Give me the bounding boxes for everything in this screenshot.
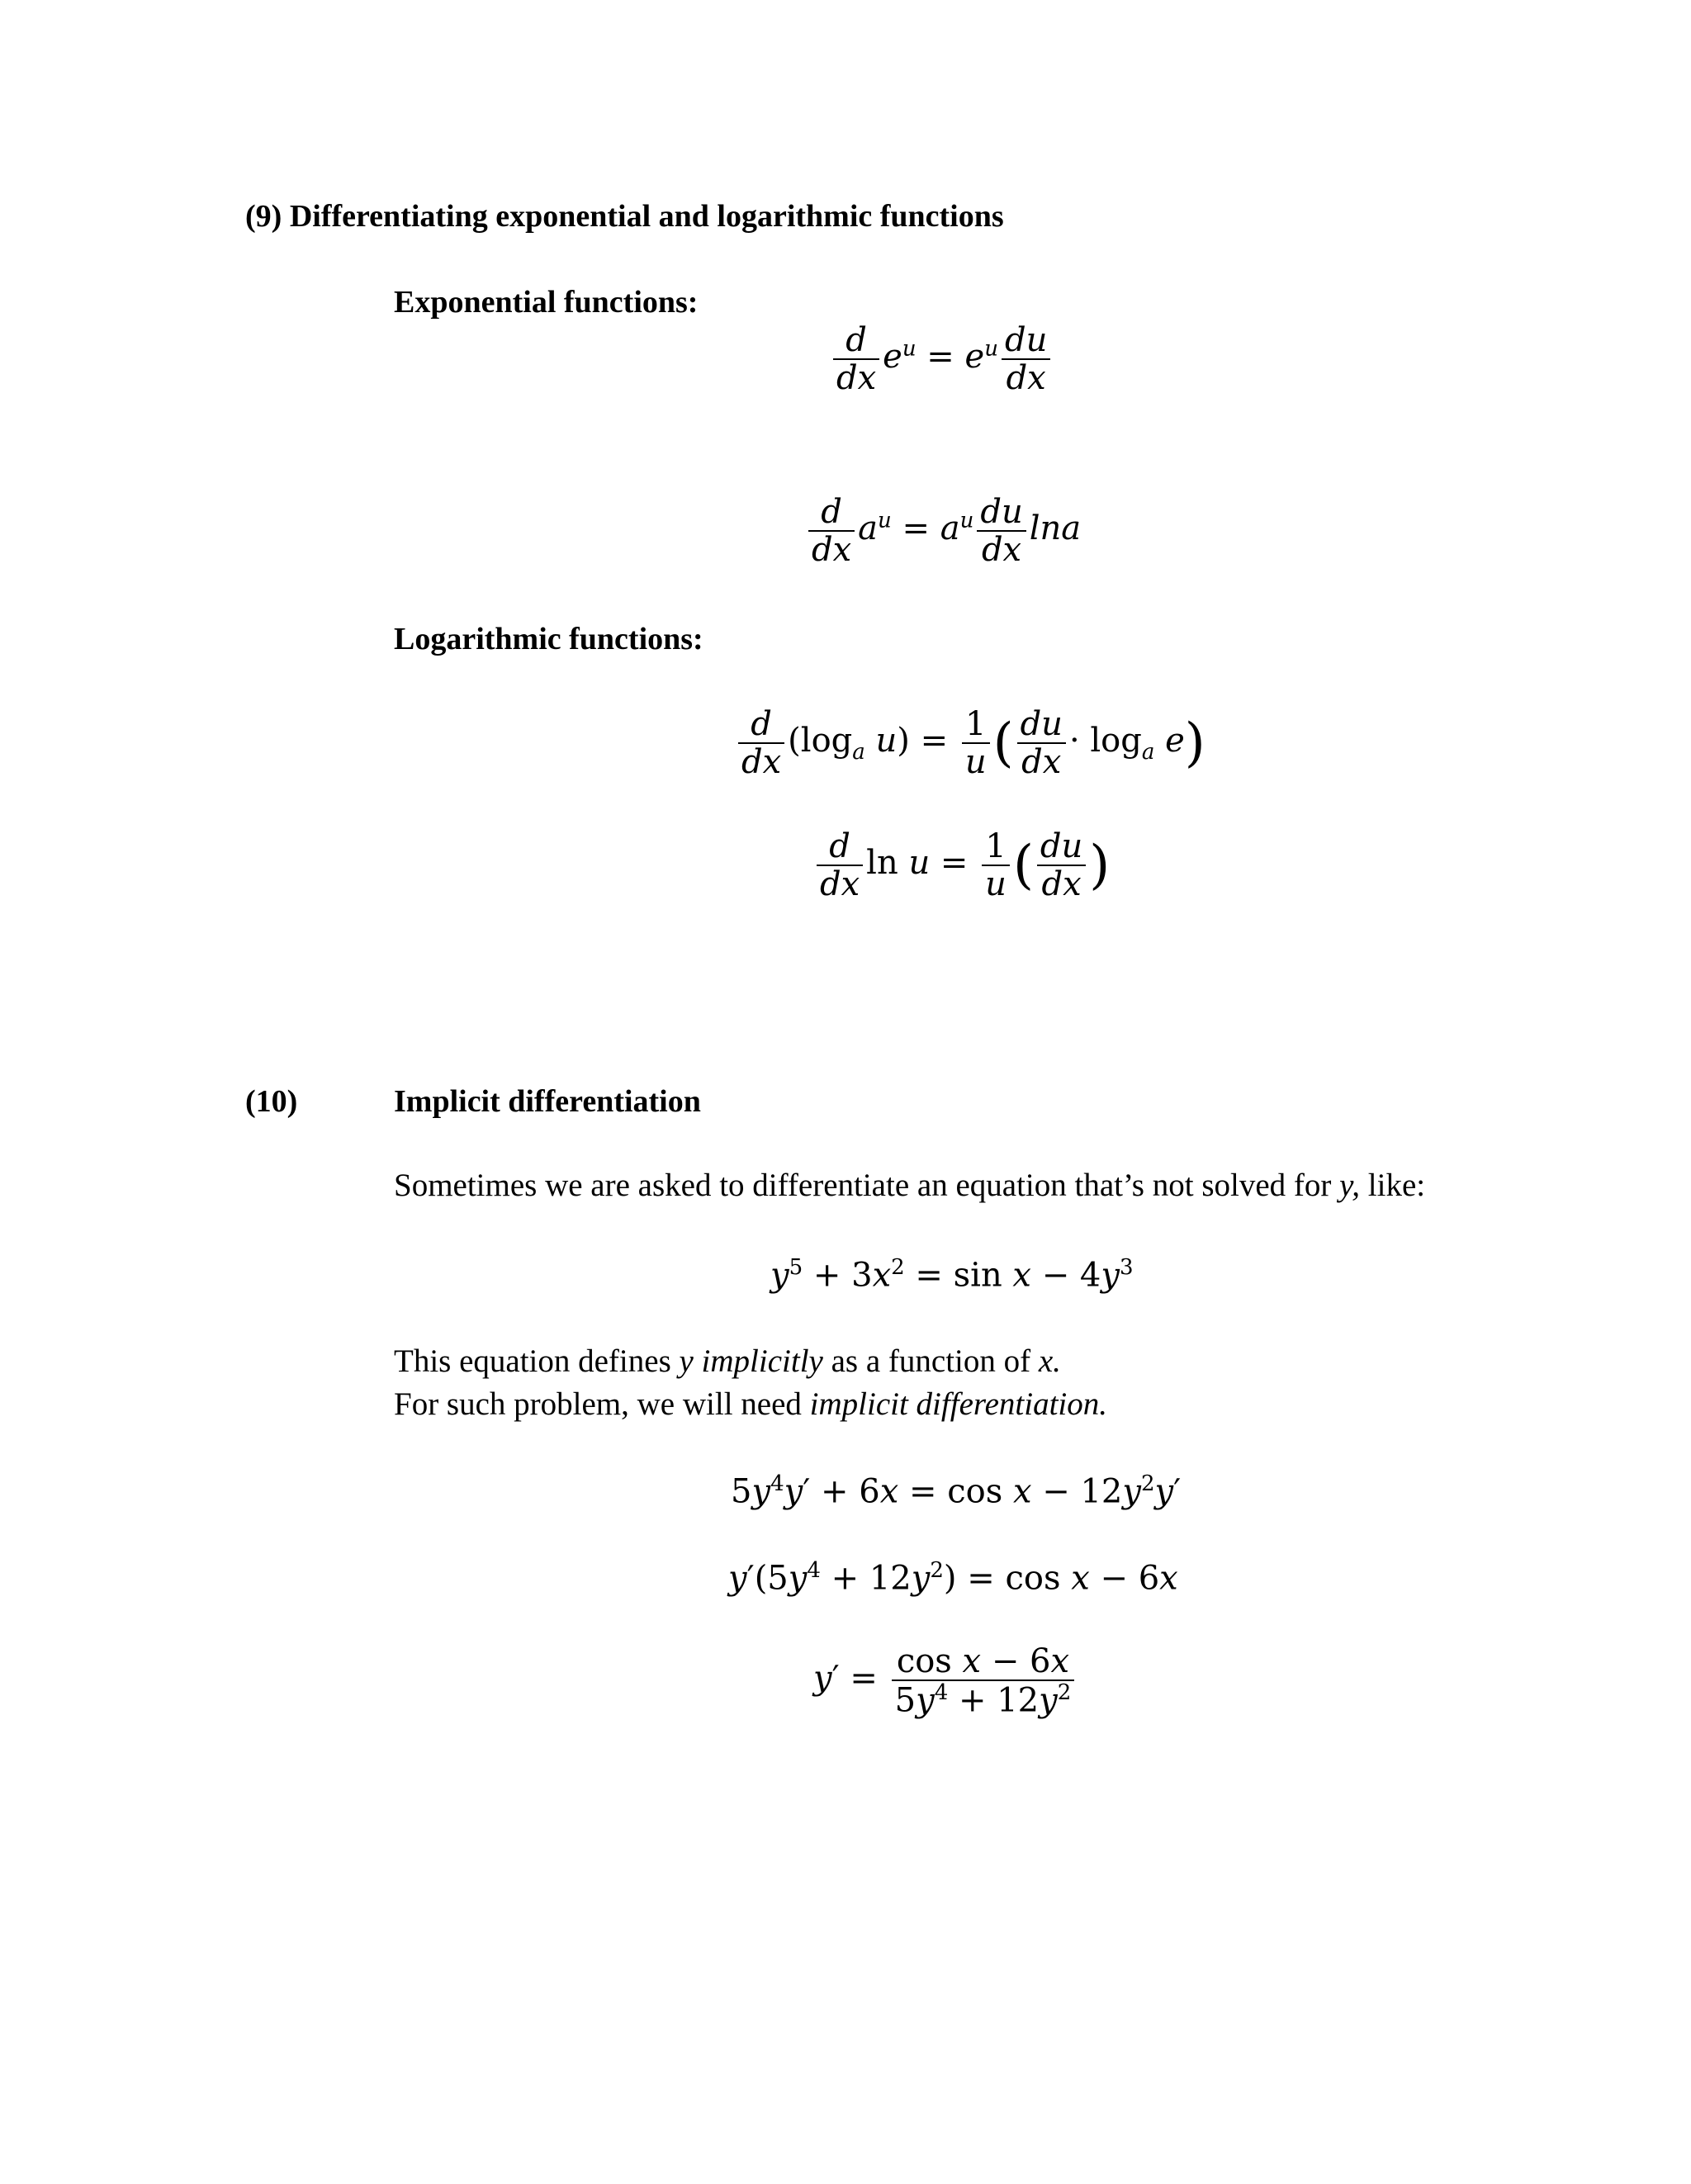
formula-derivative-exp-a: $\frac{d}{dx}$ $a^u = a^u$ $\frac{du}{dx}$ lna <box>805 494 1081 568</box>
exponential-functions-label: Exponential functions: <box>394 285 699 320</box>
logarithmic-functions-label: Logarithmic functions: <box>394 622 703 656</box>
explanation-1-d: x. <box>1038 1343 1061 1379</box>
section-10-title: Implicit differentiation <box>394 1084 701 1119</box>
implicit-explanation-line-1 <box>394 1343 1061 1381</box>
explanation-2-b: implicit differentiation. <box>809 1386 1108 1422</box>
section-9-number: (9) <box>245 199 282 234</box>
explanation-2-a: For such problem, we will need <box>394 1386 810 1422</box>
implicit-explanation-line-2 <box>394 1386 1107 1424</box>
formula-implicit-result: y′ = $\frac{\text{cos x − 6x}}{5y^4 + 12y^2}$ <box>813 1643 1078 1718</box>
formula-implicit-step-2: $y'(5y^4 + 12y^2) = \cos x - 6x$ <box>728 1558 1178 1598</box>
intro-variable: y, <box>1339 1168 1361 1203</box>
section-9-heading <box>245 198 1004 235</box>
explanation-1-b: y implicitly <box>679 1343 823 1379</box>
intro-part-1: Sometimes we are asked to differentiate an equation that’s not solved for <box>394 1168 1340 1203</box>
section-10-number: (10) <box>245 1084 298 1119</box>
section-9-title: Differentiating exponential and logarithmic functions <box>289 199 1004 234</box>
formula-derivative-ln: $\frac{d}{dx}$ ln u = $\frac{1}{u}$ ( $\frac{du}{dx}$ ) <box>813 828 1110 902</box>
formula-derivative-log-a: $\frac{d}{dx}$ ($\log_a$ u) = $\frac{1}{u}$ ( $\frac{du}{dx}$ · $\log_a e$) <box>735 706 1205 780</box>
formula-implicit-equation: $y^5 + 3x^2 = \sin x - 4y^3$ <box>770 1255 1134 1295</box>
formula-implicit-step-1: $5y^4y' + 6x = \cos x - 12y^2y'$ <box>731 1471 1182 1511</box>
explanation-1-a: This equation defines <box>394 1343 680 1379</box>
implicit-intro-text <box>394 1167 1425 1206</box>
intro-part-2: like: <box>1360 1168 1426 1203</box>
formula-derivative-exp-e: $\frac{d}{dx}$ $e^u = e^u$ $\frac{du}{dx}$ <box>830 322 1054 396</box>
explanation-1-c: as a function of <box>822 1343 1039 1379</box>
